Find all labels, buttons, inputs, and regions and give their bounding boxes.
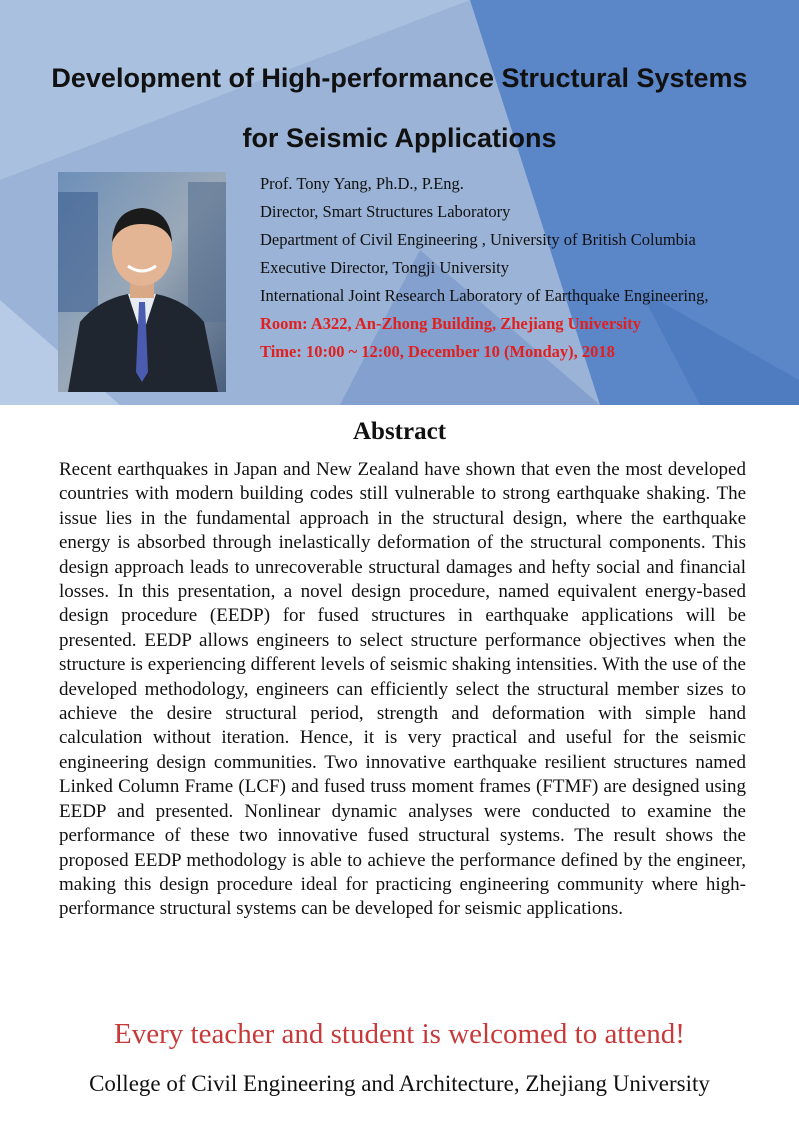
page-title <box>0 48 799 168</box>
title-line-2: for Seismic Applications <box>242 123 557 153</box>
welcome-message: Every teacher and student is welcomed to attend! <box>114 1018 685 1050</box>
abstract-text: Recent earthquakes in Japan and New Zealand have shown that even the most developed countries with modern building codes still vulnerable to strong earthquake shaking. The issue lies in the fundamental approach in the structural design, where the earthquake energy is absorbed through inelastically deformation of the structural components. This design approach leads to unrecoverable structural damages and hefty social and financial losses. In this presentation, a novel design procedure, named equivalent energy-based design procedure (EEDP) for fused structures in earthquake applications will be presented. EEDP allows engineers to select structure performance objectives when the structure is experiencing different levels of seismic shaking intensities. With the use of the developed methodology, engineers can efficiently select the structural member sizes to achieve the desire structural period, strength and deformation with simple hand calculation without iteration. Hence, it is very practical and useful for the seismic engineering design communities. Two innovative earthquake resilient structures named Linked Column Frame (LCF) and fused truss moment frames (FTMF) are designed using EEDP and presented. Nonlinear dynamic analyses were conducted to examine the performance of these two innovative fused structural systems. The result shows the proposed EEDP methodology is able to achieve the performance defined by the engineer, making this design procedure ideal for practicing engineering community where high-performance structural systems can be developed for seismic applications. <box>59 459 746 920</box>
abstract-heading: Abstract <box>352 418 447 445</box>
speaker-name: Prof. Tony Yang, Ph.D., P.Eng. <box>260 174 464 193</box>
speaker-affiliation-1: Department of Civil Engineering , University of British Columbia <box>260 230 696 249</box>
college-name: College of Civil Engineering and Architecture, Zhejiang University <box>89 1071 710 1096</box>
event-room: Room: A322, An-Zhong Building, Zhejiang University <box>260 314 641 333</box>
speaker-title-2: Executive Director, Tongji University <box>260 258 509 277</box>
speaker-affiliation-2: International Joint Research Laboratory of Earthquake Engineering, <box>260 286 709 305</box>
speaker-info <box>260 170 790 366</box>
event-time: Time: 10:00 ~ 12:00, December 10 (Monday), 2018 <box>260 342 615 361</box>
speaker-title-1: Director, Smart Structures Laboratory <box>260 202 511 221</box>
title-line-1: Development of High-performance Structural Systems <box>51 63 748 93</box>
speaker-photo <box>58 172 226 392</box>
